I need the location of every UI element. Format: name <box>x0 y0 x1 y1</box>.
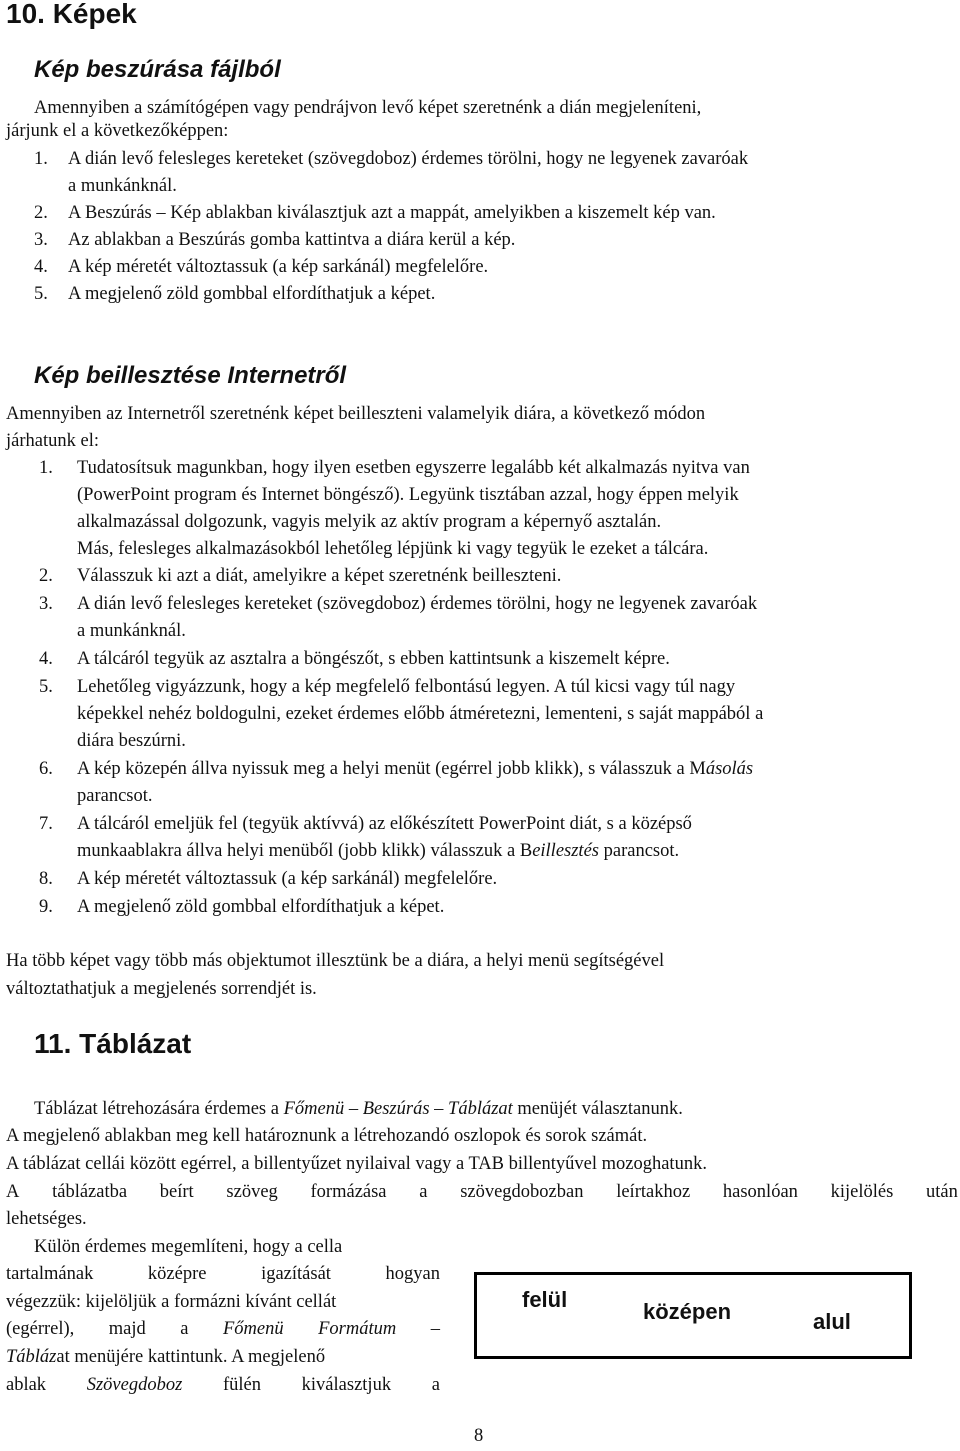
list-item: A megjelenő zöld gombbal elfordíthatjuk a képet. <box>68 284 436 304</box>
list-item-cont: Más, felesleges alkalmazásokból lehetőleg lépjünk ki vagy tegyük le ezeket a tálcára. <box>77 539 709 559</box>
word: táblázatba <box>52 1182 128 1202</box>
word: hogyan <box>385 1264 440 1284</box>
italic-run: eillesztés <box>532 841 599 861</box>
list-item-cont: a munkánknál. <box>77 621 186 641</box>
list-item: A kép méretét változtassuk (a kép sarkánál) megfelelőre. <box>77 869 498 889</box>
list-number: 9. <box>39 897 53 917</box>
list-item-cont <box>77 838 679 865</box>
list-number: 3. <box>34 230 48 250</box>
heading-kepek: 10. Képek <box>6 0 137 29</box>
word: a <box>180 1319 189 1339</box>
list-number: 8. <box>39 869 53 889</box>
list-item-cont: parancsot. <box>77 786 153 806</box>
list-item: A megjelenő zöld gombbal elfordíthatjuk a képet. <box>77 897 445 917</box>
text-run: munkaablakra állva helyi menüből (jobb klikk) válasszuk a B <box>77 841 533 861</box>
list-number: 4. <box>39 649 53 669</box>
word: fülén <box>222 1375 261 1395</box>
italic-word: – <box>430 1319 440 1339</box>
italic-word: Főmenü <box>222 1319 284 1339</box>
paragraph-line <box>6 1344 325 1371</box>
word: formázása <box>310 1182 387 1202</box>
word: majd <box>108 1319 146 1339</box>
text-run: A kép közepén állva nyissuk meg a helyi menüt (egérrel jobb klikk), s válasszuk a M <box>77 759 706 779</box>
section1-intro-line2: járjunk el a következőképpen: <box>6 121 229 141</box>
table-cell-top: felül <box>522 1287 568 1312</box>
word: kijelölés <box>830 1182 894 1202</box>
text-run: parancsot. <box>598 841 680 861</box>
word: ablak <box>6 1375 47 1395</box>
word: középre <box>147 1264 207 1284</box>
word: (egérrel), <box>6 1319 75 1339</box>
list-item-cont: alkalmazással dolgozunk, vagyis melyik az aktív program a képernyő asztalán. <box>77 512 662 532</box>
section1-intro-line1: Amennyiben a számítógépen vagy pendrájvon levő képet szeretnénk a dián megjeleníteni, <box>34 98 702 118</box>
list-item <box>77 756 753 783</box>
list-item: A Beszúrás – Kép ablakban kiválasztjuk azt a mappát, amelyikben a kiszemelt kép van. <box>68 203 716 223</box>
table-cell-bottom: alul <box>813 1309 851 1334</box>
list-item-cont: diára beszúrni. <box>77 731 186 751</box>
word: A <box>6 1182 20 1202</box>
list-number: 6. <box>39 759 53 779</box>
page-number: 8 <box>474 1426 484 1446</box>
text-run: menüjét választanunk. <box>512 1099 683 1119</box>
note-line2: változtathatjuk a megjelenés sorrendjét is. <box>6 979 317 999</box>
section2-intro-line2: járhatunk el: <box>6 431 99 451</box>
section2-intro-line1: Amennyiben az Internetről szeretnénk képet beilleszteni valamelyik diára, a következő módon <box>6 404 706 424</box>
paragraph-line-justified <box>6 1179 958 1206</box>
paragraph-line <box>34 1096 683 1123</box>
list-number: 2. <box>34 203 48 223</box>
word: a <box>419 1182 428 1202</box>
paragraph-line: A megjelenő ablakban meg kell határoznunk a létrehozandó oszlopok és sorok számát. <box>6 1126 648 1146</box>
list-item: Lehetőleg vigyázzunk, hogy a kép megfelelő felbontású legyen. A túl kicsi vagy túl nagy <box>77 677 736 697</box>
list-item-cont: a munkánknál. <box>68 176 177 196</box>
list-item: Az ablakban a Beszúrás gomba kattintva a diára kerül a kép. <box>68 230 516 250</box>
list-item: A tálcáról tegyük az asztalra a böngészőt, s ebben kattintsunk a kiszemelt képre. <box>77 649 670 669</box>
italic-run: ásolás <box>705 759 754 779</box>
paragraph-line-justified <box>6 1316 440 1343</box>
list-item: A dián levő felesleges kereteket (szövegdoboz) érdemes törölni, hogy ne legyenek zavaróak <box>68 149 749 169</box>
word: leírtakhoz <box>616 1182 691 1202</box>
word: szövegdobozban <box>460 1182 584 1202</box>
text-run: Táblázat létrehozására érdemes a <box>34 1099 284 1119</box>
word: igazítását <box>261 1264 331 1284</box>
list-item-cont: képekkel nehéz boldogulni, ezeket érdemes előbb átméretezni, lementeni, s saját mappából a <box>77 704 764 724</box>
note-line1: Ha több képet vagy több más objektumot illesztünk be a diára, a helyi menü segítségével <box>6 951 665 971</box>
list-number: 5. <box>39 677 53 697</box>
word: szöveg <box>226 1182 278 1202</box>
paragraph-line-justified <box>6 1372 440 1399</box>
paragraph-line: lehetséges. <box>6 1209 87 1229</box>
table-alignment-image <box>474 1272 912 1359</box>
list-item: A tálcáról emeljük fel (tegyük aktívvá) az előkészített PowerPoint diát, s a középső <box>77 814 692 834</box>
list-item-cont: (PowerPoint program és Internet böngésző). Legyünk tisztában azzal, hogy éppen melyik <box>77 485 739 505</box>
word: tartalmának <box>6 1264 94 1284</box>
list-item: Válasszuk ki azt a diát, amelyikre a képet szeretnénk beilleszteni. <box>77 566 562 586</box>
list-number: 7. <box>39 814 53 834</box>
italic-word: Szövegdoboz <box>86 1375 183 1395</box>
word: után <box>926 1182 958 1202</box>
word: beírt <box>159 1182 194 1202</box>
paragraph-line-justified <box>6 1261 440 1288</box>
list-number: 1. <box>34 149 48 169</box>
word: a <box>431 1375 440 1395</box>
list-number: 5. <box>34 284 48 304</box>
list-item: A dián levő felesleges kereteket (szövegdoboz) érdemes törölni, hogy ne legyenek zavaróak <box>77 594 758 614</box>
list-number: 4. <box>34 257 48 277</box>
italic-word: Formátum <box>318 1319 397 1339</box>
list-number: 1. <box>39 458 53 478</box>
section-title-kep-beillesztese: Kép beillesztése Internetről <box>34 362 347 389</box>
list-item: A kép méretét változtassuk (a kép sarkánál) megfelelőre. <box>68 257 489 277</box>
word: kiválasztjuk <box>301 1375 392 1395</box>
text-run: at menüjére kattintunk. A megjelenő <box>56 1347 326 1367</box>
section-title-kep-beszurasa: Kép beszúrása fájlból <box>34 56 281 83</box>
list-item: Tudatosítsuk magunkban, hogy ilyen esetben egyszerre legalább két alkalmazás nyitva van <box>77 458 750 478</box>
word: hasonlóan <box>722 1182 798 1202</box>
italic-run: Tábláz <box>6 1347 57 1367</box>
paragraph-line: A táblázat cellái között egérrel, a billentyűzet nyilaival vagy a TAB billentyűvel mozoghatunk. <box>6 1154 707 1174</box>
list-number: 3. <box>39 594 53 614</box>
italic-run: Főmenü – Beszúrás – Táblázat <box>283 1099 513 1119</box>
heading-tablazat: 11. Táblázat <box>34 1028 192 1059</box>
paragraph-line: végezzük: kijelöljük a formázni kívánt cellát <box>6 1292 337 1312</box>
table-cell-middle: középen <box>643 1299 732 1324</box>
list-number: 2. <box>39 566 53 586</box>
paragraph-line: Külön érdemes megemlíteni, hogy a cella <box>34 1237 343 1257</box>
